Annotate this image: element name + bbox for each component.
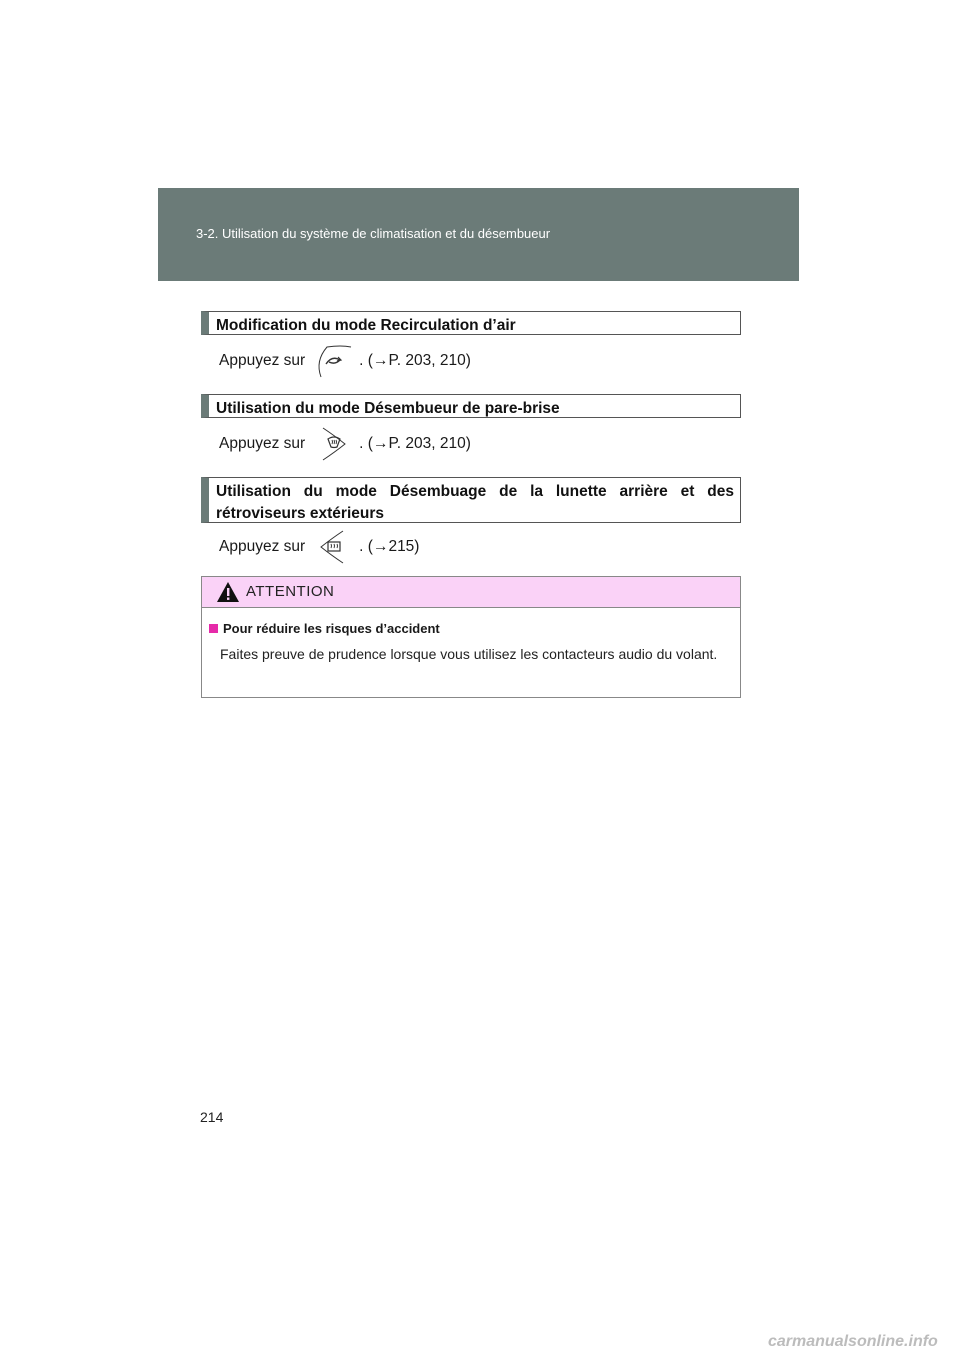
- warning-header: [202, 577, 740, 608]
- section-title-rear-defogger: Utilisation du mode Désembuage de la lunette arrière et des rétroviseurs extérieurs: [201, 477, 741, 523]
- instruction-recirculation: [219, 343, 471, 379]
- warning-box: [201, 576, 741, 698]
- warning-subtitle-text: Pour réduire les risques d’accident: [223, 621, 440, 636]
- watermark: carmanualsonline.info: [768, 1333, 938, 1350]
- instruction-rear-defogger: [219, 529, 419, 565]
- breadcrumb: 3-2. Utilisation du système de climatisation et du désembueur: [196, 226, 551, 241]
- page-number: 214: [200, 1109, 224, 1125]
- warning-title: ATTENTION: [246, 583, 335, 600]
- warning-subtitle: [209, 621, 440, 636]
- instruction-suffix: . (→P. 203, 210): [359, 352, 471, 369]
- warning-triangle-icon: [216, 581, 240, 608]
- chapter-header: [158, 188, 799, 281]
- instruction-windshield-defogger: [219, 426, 471, 462]
- section-title-windshield-defogger: Utilisation du mode Désembueur de pare-brise: [201, 394, 741, 418]
- instruction-suffix: . (→215): [359, 538, 420, 555]
- instruction-prefix: Appuyez sur: [219, 435, 306, 452]
- pink-square-bullet-icon: [209, 624, 218, 633]
- section-title-recirculation: Modification du mode Recirculation d’air: [201, 311, 741, 335]
- instruction-suffix: . (→P. 203, 210): [359, 435, 471, 452]
- warning-body: Faites preuve de prudence lorsque vous utilisez les contacteurs audio du volant.: [220, 646, 718, 662]
- recirculation-icon: [313, 343, 353, 379]
- rear-window-defogger-icon: [313, 529, 353, 565]
- instruction-prefix: Appuyez sur: [219, 538, 306, 555]
- windshield-defogger-icon: [313, 426, 353, 462]
- instruction-prefix: Appuyez sur: [219, 352, 306, 369]
